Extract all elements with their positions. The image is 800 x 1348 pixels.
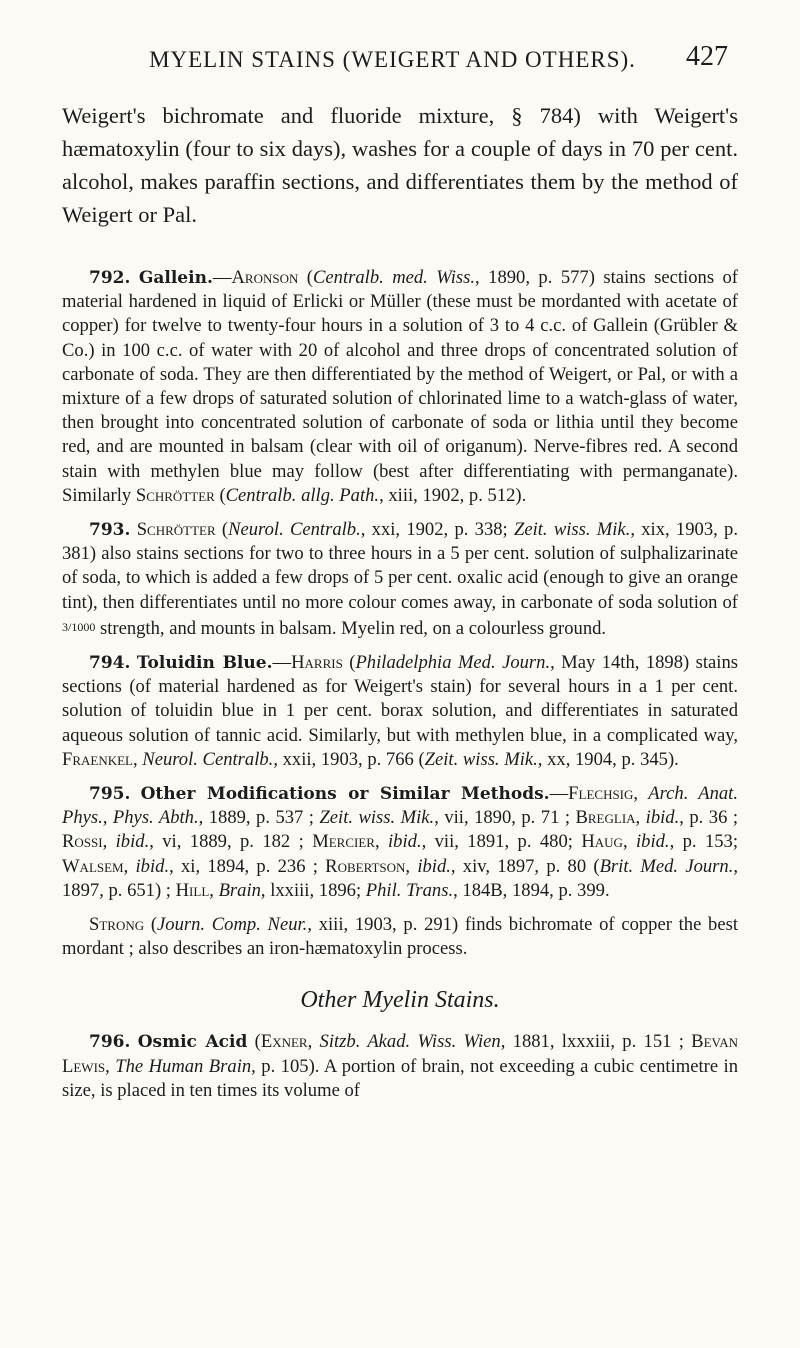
fraction: 3/1000 [62, 619, 96, 634]
text-run: , 1890, p. 577) stains sections of material hardened in liquid of Erlicki or Müller (these must be mordanted with acetate of copper) for twelve to twenty-four hours in a solution of 3 to 4 c.c. of Gallein (Grübler & Co.) in 100 c.c. of water with 20 of alcohol and three drops of concentrated solution of carbonate of soda. They are then differentiated by the method of Weigert, or Pal, or with a mixture of a few drops of saturated solution of chlorinated lime to a watch-glass of water, then brought into concentrated solution of carbonate of soda or lithia until they become red, and are mounted in balsam (clear with oil of origanum). Nerve-fibres red. A second stain with methylen blue may follow (best after differentiating with permanganate). Similarly [62, 267, 738, 506]
citation-title: Neurol. Centralb. [228, 519, 361, 541]
text-run: ( [215, 519, 229, 541]
text-run: , xix, 1903, p. 381) also stains sections for two to three hours in a 5 per cent. solution of sulphalizarinate of soda, to which is added a few drops of 5 per cent. oxalic acid (enough to give an orange tint), then differentiates until no more colour comes away, in carbonate of soda solution of [62, 519, 738, 613]
text-run: , xxii, 1903, p. 766 ( [273, 748, 425, 770]
citation-title: Sitzb. Akad. Wiss. Wien [319, 1031, 501, 1053]
citation-title: ibid. [635, 831, 670, 853]
text-run: , [209, 879, 219, 901]
text-run: , 1881, lxxxiii, p. 151 ; [500, 1031, 692, 1053]
citation-title: Brain [218, 879, 261, 901]
author-name: Exner [260, 1031, 308, 1053]
citation-title: Centralb. med. Wiss. [313, 267, 476, 288]
citation-title: Journ. Comp. Neur. [157, 914, 308, 936]
text-run: , p. 153; [669, 831, 739, 853]
entries-list [62, 266, 738, 1113]
running-title: MYELIN STAINS (WEIGERT AND OTHERS). [149, 47, 636, 72]
text-run: ( [247, 1031, 261, 1053]
text-run: , [102, 831, 116, 853]
text-run: ( [342, 652, 356, 674]
citation-title: Zeit. wiss. Mik. [424, 748, 538, 770]
citation-title: Centralb. allg. Path. [225, 484, 380, 506]
author-name: Rossi [62, 831, 103, 853]
citation-title: Zeit. wiss. Mik. [513, 519, 631, 541]
entry-title: Other Modifications or Similar Methods. [140, 784, 550, 805]
text-run: , vi, 1889, p. 182 ; [149, 831, 313, 853]
entry-number: 793. [89, 520, 131, 541]
text-run: , p. 105). A portion of brain, not exceeding a cubic centimetre in size, is placed in ten times its volume of [62, 1055, 738, 1101]
text-run: , vii, 1890, p. 71 ; [434, 807, 576, 829]
citation-title: ibid. [135, 855, 170, 877]
entry-number: 795. [89, 784, 131, 805]
entry-795-continuation [62, 913, 738, 961]
text-run: , [374, 831, 389, 853]
text-run: , [633, 783, 649, 805]
author-name: Hill [175, 879, 210, 901]
text-run: , vii, 1891, p. 480; [421, 831, 582, 853]
text-run: , [405, 855, 418, 877]
author-name: Fraenkel [62, 748, 133, 770]
section-heading: Other Myelin Stains. [300, 987, 500, 1014]
entry-number: 796. [89, 1032, 131, 1053]
text-run: ( [298, 267, 313, 288]
entry-title: Toluidin Blue. [136, 653, 273, 674]
text-run: , [133, 748, 143, 770]
author-name: Aronson [231, 267, 299, 288]
text-run: , xi, 1894, p. 236 ; [169, 855, 326, 877]
entry-792 [62, 266, 738, 508]
text-run: , 184B, 1894, p. 399. [453, 879, 610, 901]
text-run: , [635, 807, 646, 829]
citation-title: Brit. Med. Journ. [599, 855, 734, 877]
citation-title: Arch. Anat. Phys., Phys. Abth. [62, 783, 738, 829]
text-run: strength, and mounts in balsam. Myelin red, on a colourless ground. [95, 617, 607, 639]
entry-795 [62, 782, 738, 903]
author-name: Schrötter [136, 519, 216, 541]
citation-title: Philadelphia Med. Journ. [355, 652, 551, 674]
author-name: Mercier [312, 831, 375, 853]
intro-paragraph: Weigert's bichromate and fluoride mixture, § 784) with Weigert's hæmatoxylin (four to six days), washes for a couple of days in 70 per cent. alcohol, makes paraffin sections, and differentiates them by the method of Weigert or Pal. [62, 103, 738, 227]
text-run: , xiii, 1902, p. 512). [379, 484, 527, 506]
author-name: Haug [581, 831, 623, 853]
page-number: 427 [686, 41, 728, 72]
text-run: , xiv, 1897, p. 80 ( [450, 855, 600, 877]
text-run: , 1897, p. 651) ; [62, 855, 739, 901]
entry-number: 792. [89, 268, 131, 288]
citation-title: Zeit. wiss. Mik. [319, 807, 435, 829]
author-name: Breglia [575, 807, 636, 829]
text-run: ( [214, 484, 226, 506]
text-run: , p. 36 ; [679, 807, 739, 829]
citation-title: ibid. [645, 807, 680, 829]
author-name: Flechsig [568, 783, 634, 805]
text-run: , [105, 1055, 116, 1077]
author-name: Strong [89, 914, 145, 936]
entry-796 [62, 1030, 738, 1103]
text-run: , xxi, 1902, p. 338; [360, 519, 514, 541]
entry-number: 794. [89, 653, 131, 674]
author-name: Walsem [62, 855, 124, 877]
author-name: Bevan Lewis [62, 1031, 739, 1077]
entry-793 [62, 518, 738, 641]
text-run: ( [144, 914, 158, 936]
entry-794 [62, 651, 738, 772]
citation-title: Neurol. Centralb. [142, 748, 274, 770]
text-run: , [123, 855, 136, 877]
author-name: Robertson [325, 855, 406, 877]
text-run: , [307, 1031, 320, 1053]
author-name: Harris [291, 652, 343, 674]
citation-title: ibid. [115, 831, 150, 853]
entry-title: Gallein. [138, 268, 213, 288]
citation-title: Phil. Trans. [365, 879, 454, 901]
entry-title: Osmic Acid [137, 1032, 248, 1053]
text-run: , lxxiii, 1896; [260, 879, 366, 901]
text-run: , xiii, 1903, p. 291) finds bichromate of copper the best mordant ; also describes an iron-hæmatoxylin process. [62, 914, 738, 960]
text-run: — [212, 267, 232, 288]
citation-title: ibid. [417, 855, 451, 877]
citation-title: The Human Brain [115, 1055, 252, 1077]
text-run: , May 14th, 1898) stains sections (of material hardened as for Weigert's stain) for several hours in a 1 per cent. solution of toluidin blue in 1 per cent. borax solution, and differentiates in saturated aqueous solution of tannic acid. Similarly, but with methylen blue, in a complicated way, [62, 652, 739, 746]
text-run: , 1889, p. 537 ; [198, 807, 320, 829]
citation-title: ibid. [388, 831, 422, 853]
text-run: — [549, 783, 569, 805]
text-run: — [272, 652, 292, 674]
author-name: Schrötter [135, 484, 215, 506]
text-run: , xx, 1904, p. 345). [537, 748, 679, 770]
text-run: , [622, 831, 636, 853]
